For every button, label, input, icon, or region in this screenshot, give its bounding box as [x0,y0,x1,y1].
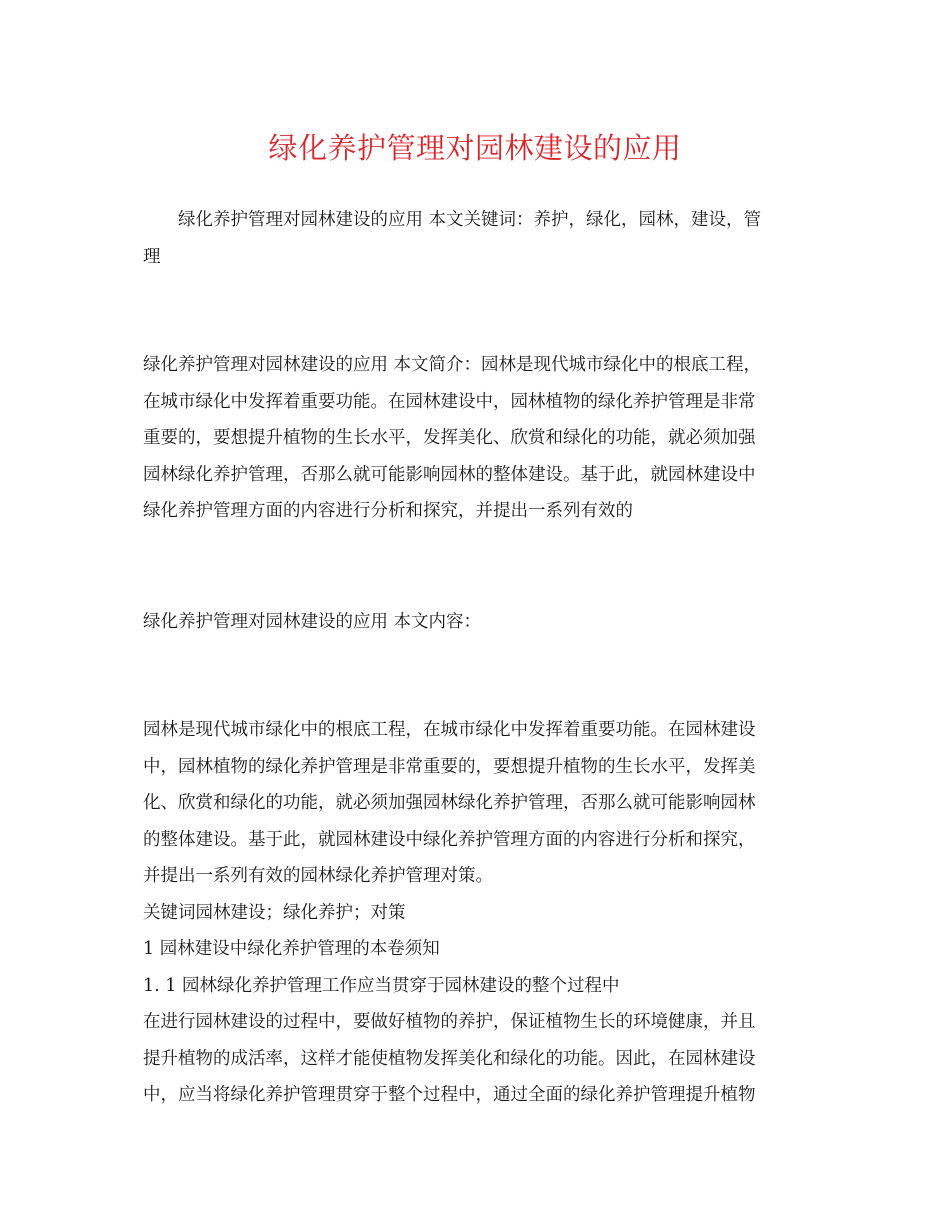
summary-line: 绿化养护管理对园林建设的应用 本文简介：园林是现代城市绿化中的根底工程， [143,355,762,375]
keywords-paragraph [143,202,805,239]
keywords-line: 绿化养护管理对园林建设的应用 本文关键词：养护，绿化，园林，建设，管 [178,210,762,230]
document-title: 绿化养护管理对园林建设的应用 [268,131,682,165]
body-line: 1. 1 园林绿化养护管理工作应当贯穿于园林建设的整个过程中 [143,975,620,996]
content-heading-line: 绿化养护管理对园林建设的应用 本文内容： [143,612,482,632]
body-line: 1 园林建设中绿化养护管理的本卷须知 [143,939,440,959]
summary-paragraph [143,347,805,530]
body-line: 提升植物的成活率，这样才能使植物发挥美化和绿化的功能。因此，在园林建设 [143,1048,756,1069]
keywords-line: 理 [143,246,161,267]
body-line: 关键词园林建设；绿化养护；对策 [143,902,406,923]
body-line: 中，园林植物的绿化养护管理是非常重要的，要想提升植物的生长水平，发挥美 [143,756,756,777]
summary-line: 重要的，要想提升植物的生长水平，发挥美化、欣赏和绿化的功能，就必须加强 [143,428,756,448]
body-line: 中，应当将绿化养护管理贯穿于整个过程中，通过全面的绿化养护管理提升植物 [143,1085,756,1105]
content-heading [143,604,805,641]
summary-line: 在城市绿化中发挥着重要功能。在园林建设中，园林植物的绿化养护管理是非常 [143,391,756,412]
summary-line: 园林绿化养护管理，否那么就可能影响园林的整体建设。基于此，就园林建设中 [143,464,756,485]
body-text [143,712,805,1114]
body-line: 园林是现代城市绿化中的根底工程，在城市绿化中发挥着重要功能。在园林建设 [143,720,756,740]
body-line: 的整体建设。基于此，就园林建设中绿化养护管理方面的内容进行分析和探究， [143,829,756,850]
body-line: 并提出一系列有效的园林绿化养护管理对策。 [143,866,493,886]
summary-line: 绿化养护管理方面的内容进行分析和探究，并提出一系列有效的 [143,501,633,521]
body-line: 在进行园林建设的过程中，要做好植物的养护，保证植物生长的环境健康，并且 [143,1012,756,1032]
keywords-paragraph-cont [143,239,805,276]
body-line: 化、欣赏和绿化的功能，就必须加强园林绿化养护管理，否那么就可能影响园林 [143,793,756,813]
